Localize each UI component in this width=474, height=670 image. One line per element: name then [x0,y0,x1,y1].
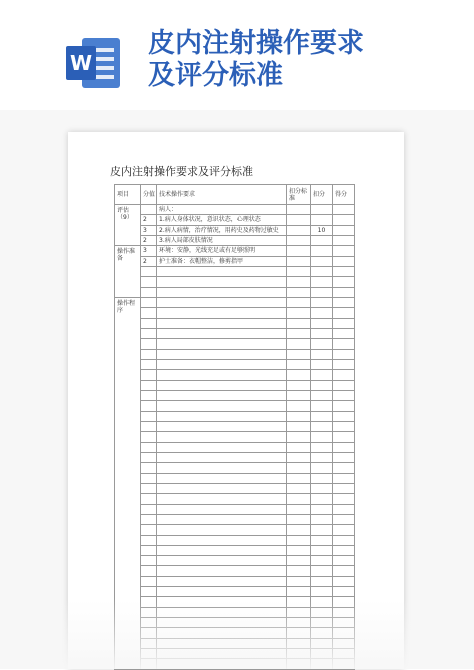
deducted-cell [311,246,333,256]
score-cell [333,266,355,276]
table-row [115,308,355,318]
deducted-cell [311,607,333,617]
deduction-cell [287,473,311,483]
deducted-cell [311,556,333,566]
table-row [115,421,355,431]
table-row [115,277,355,287]
score-cell [333,215,355,225]
score-cell [333,628,355,638]
deduction-cell [287,504,311,514]
requirement-cell [157,277,287,287]
points-cell [141,473,157,483]
table-row [115,638,355,648]
points-cell: 2 [141,235,157,245]
table-row [115,318,355,328]
deducted-cell [311,483,333,493]
score-cell [333,287,355,297]
score-cell [333,545,355,555]
points-cell [141,370,157,380]
requirement-cell [157,494,287,504]
requirement-cell: 2.病人病情，治疗情况，用药史及药物过敏史 [157,225,287,235]
table-row [115,628,355,638]
deducted-cell: 10 [311,225,333,235]
table-row [115,442,355,452]
requirement-cell [157,576,287,586]
requirement-cell [157,452,287,462]
requirement-cell [157,380,287,390]
deduction-cell [287,246,311,256]
deduction-cell [287,494,311,504]
table-row [115,514,355,524]
requirement-cell [157,638,287,648]
table-row [115,380,355,390]
score-cell [333,576,355,586]
table-row [115,618,355,628]
deducted-cell [311,576,333,586]
requirement-cell [157,587,287,597]
table-row [115,535,355,545]
table-row [115,205,355,215]
category-label: 操作准备 [117,248,136,263]
points-cell [141,556,157,566]
banner-title [148,28,448,92]
requirement-cell [157,535,287,545]
deduction-cell [287,215,311,225]
points-cell [141,525,157,535]
category-label: 评估 [117,207,130,214]
requirement-cell: 1.病人身体状况，意识状态，心理状态 [157,215,287,225]
deduction-cell [287,535,311,545]
score-cell [333,370,355,380]
deducted-cell [311,442,333,452]
requirement-cell: 病人： [157,205,287,215]
requirement-cell [157,266,287,276]
requirement-cell [157,649,287,659]
points-cell [141,287,157,297]
header-item: 项目 [115,185,141,205]
requirement-cell [157,308,287,318]
requirement-cell: 环境：安静，光线充足或有足够照明 [157,246,287,256]
score-cell [333,339,355,349]
requirement-cell [157,442,287,452]
deduction-cell [287,349,311,359]
requirement-cell [157,287,287,297]
score-cell [333,514,355,524]
table-row [115,576,355,586]
header-banner [0,0,474,110]
header-deducted: 扣分 [311,185,333,205]
deduction-cell [287,576,311,586]
deduction-cell [287,287,311,297]
requirement-cell [157,349,287,359]
requirement-cell [157,432,287,442]
points-cell [141,566,157,576]
requirement-cell: 3.病人局部皮肤情况 [157,235,287,245]
points-cell [141,205,157,215]
points-cell [141,597,157,607]
points-cell [141,618,157,628]
points-cell [141,308,157,318]
deduction-cell [287,256,311,266]
word-document-icon [62,32,124,94]
points-cell [141,545,157,555]
requirement-cell [157,659,287,669]
points-cell: 2 [141,256,157,266]
deduction-cell [287,649,311,659]
table-row [115,494,355,504]
score-cell [333,473,355,483]
deducted-cell [311,256,333,266]
deducted-cell [311,297,333,307]
score-cell [333,504,355,514]
deduction-cell [287,297,311,307]
deduction-cell [287,566,311,576]
table-row [115,463,355,473]
requirement-cell [157,504,287,514]
table-row [115,246,355,256]
deducted-cell [311,266,333,276]
requirement-cell [157,411,287,421]
requirement-cell [157,545,287,555]
deducted-cell [311,545,333,555]
score-cell [333,556,355,566]
deducted-cell [311,514,333,524]
deduction-cell [287,628,311,638]
requirement-cell [157,421,287,431]
table-row [115,597,355,607]
table-row [115,287,355,297]
deduction-cell [287,597,311,607]
banner-title-line2: 及评分标准 [148,60,283,91]
table-row [115,587,355,597]
deducted-cell [311,411,333,421]
score-cell [333,659,355,669]
score-cell [333,587,355,597]
deducted-cell [311,380,333,390]
points-cell [141,266,157,276]
points-cell [141,359,157,369]
score-cell [333,525,355,535]
score-cell [333,256,355,266]
deduction-cell [287,390,311,400]
points-cell [141,659,157,669]
points-cell [141,535,157,545]
deduction-cell [287,235,311,245]
deduction-cell [287,339,311,349]
score-cell [333,401,355,411]
points-cell [141,514,157,524]
points-cell [141,442,157,452]
points-cell [141,607,157,617]
score-cell [333,442,355,452]
table-row [115,649,355,659]
deducted-cell [311,638,333,648]
deducted-cell [311,535,333,545]
requirement-cell [157,525,287,535]
table-row [115,452,355,462]
requirement-cell [157,297,287,307]
table-row [115,556,355,566]
points-cell [141,328,157,338]
deducted-cell [311,359,333,369]
score-cell [333,328,355,338]
deducted-cell [311,370,333,380]
deduction-cell [287,556,311,566]
points-cell [141,297,157,307]
requirement-cell [157,607,287,617]
points-cell [141,638,157,648]
category-cell [115,205,141,246]
deduction-cell [287,266,311,276]
deducted-cell [311,349,333,359]
header-deduction: 扣分标准 [287,185,311,205]
table-row [115,432,355,442]
deducted-cell [311,504,333,514]
score-cell [333,235,355,245]
deducted-cell [311,401,333,411]
deduction-cell [287,411,311,421]
score-cell [333,463,355,473]
banner-title-line1: 皮内注射操作要求 [148,28,364,59]
requirement-cell [157,483,287,493]
deducted-cell [311,494,333,504]
points-cell: 3 [141,246,157,256]
points-cell [141,277,157,287]
deduction-cell [287,359,311,369]
score-cell [333,452,355,462]
deducted-cell [311,452,333,462]
score-cell [333,421,355,431]
requirement-cell [157,390,287,400]
table-row [115,235,355,245]
score-cell [333,411,355,421]
table-row [115,390,355,400]
deducted-cell [311,205,333,215]
table-row [115,525,355,535]
requirement-cell [157,401,287,411]
points-cell [141,649,157,659]
points-cell [141,390,157,400]
score-cell [333,483,355,493]
score-cell [333,246,355,256]
requirement-cell [157,359,287,369]
deducted-cell [311,318,333,328]
score-cell [333,494,355,504]
table-header-row [115,185,355,205]
deduction-cell [287,225,311,235]
table-row [115,225,355,235]
table-row [115,401,355,411]
requirement-cell [157,473,287,483]
deducted-cell [311,525,333,535]
points-cell [141,432,157,442]
points-cell: 3 [141,225,157,235]
table-row [115,566,355,576]
score-cell [333,649,355,659]
table-row [115,411,355,421]
points-cell [141,339,157,349]
table-row [115,483,355,493]
deduction-cell [287,432,311,442]
points-cell [141,318,157,328]
score-cell [333,566,355,576]
category-label: 操作程序 [117,299,136,314]
scoring-table [114,184,355,670]
table-row [115,545,355,555]
deducted-cell [311,566,333,576]
table-row [115,297,355,307]
table-row [115,659,355,669]
category-points: （9） [117,214,133,221]
requirement-cell [157,514,287,524]
category-cell [115,297,141,669]
deducted-cell [311,215,333,225]
deducted-cell [311,390,333,400]
table-row [115,256,355,266]
deduction-cell [287,483,311,493]
requirement-cell [157,328,287,338]
score-cell [333,205,355,215]
deduction-cell [287,463,311,473]
category-cell [115,246,141,298]
requirement-cell [157,318,287,328]
score-cell [333,225,355,235]
requirement-cell [157,618,287,628]
points-cell [141,452,157,462]
score-cell [333,349,355,359]
deduction-cell [287,607,311,617]
points-cell [141,483,157,493]
deducted-cell [311,587,333,597]
deducted-cell [311,473,333,483]
score-cell [333,607,355,617]
table-row [115,607,355,617]
table-row [115,266,355,276]
table-row [115,473,355,483]
svg-text:W: W [69,51,93,75]
header-points: 分值 [141,185,157,205]
deduction-cell [287,618,311,628]
score-cell [333,308,355,318]
table-row [115,370,355,380]
deduction-cell [287,587,311,597]
deducted-cell [311,649,333,659]
points-cell [141,380,157,390]
deducted-cell [311,308,333,318]
deducted-cell [311,463,333,473]
deduction-cell [287,442,311,452]
points-cell [141,349,157,359]
deduction-cell [287,205,311,215]
table-row [115,328,355,338]
requirement-cell [157,339,287,349]
deduction-cell [287,401,311,411]
score-cell [333,297,355,307]
deducted-cell [311,328,333,338]
score-cell [333,432,355,442]
table-row [115,215,355,225]
deduction-cell [287,308,311,318]
deducted-cell [311,421,333,431]
requirement-cell [157,463,287,473]
deduction-cell [287,328,311,338]
deduction-cell [287,380,311,390]
requirement-cell [157,628,287,638]
points-cell [141,411,157,421]
deduction-cell [287,452,311,462]
table-row [115,349,355,359]
deduction-cell [287,638,311,648]
table-row [115,504,355,514]
deduction-cell [287,277,311,287]
points-cell [141,401,157,411]
deduction-cell [287,370,311,380]
deduction-cell [287,421,311,431]
deduction-cell [287,514,311,524]
score-cell [333,638,355,648]
points-cell [141,628,157,638]
document-title: 皮内注射操作要求及评分标准 [110,165,253,178]
deducted-cell [311,659,333,669]
header-score: 得分 [333,185,355,205]
points-cell [141,494,157,504]
deducted-cell [311,432,333,442]
score-cell [333,380,355,390]
points-cell [141,463,157,473]
points-cell [141,421,157,431]
points-cell: 2 [141,215,157,225]
score-cell [333,618,355,628]
points-cell [141,587,157,597]
table-row [115,359,355,369]
score-cell [333,277,355,287]
requirement-cell [157,597,287,607]
score-cell [333,597,355,607]
requirement-cell [157,556,287,566]
requirement-cell: 护士准备：衣帽整洁，修剪指甲 [157,256,287,266]
deducted-cell [311,597,333,607]
points-cell [141,504,157,514]
score-cell [333,359,355,369]
deduction-cell [287,318,311,328]
document-page [68,132,404,669]
requirement-cell [157,370,287,380]
deducted-cell [311,235,333,245]
deducted-cell [311,339,333,349]
deducted-cell [311,277,333,287]
deducted-cell [311,628,333,638]
deducted-cell [311,618,333,628]
deduction-cell [287,659,311,669]
score-cell [333,535,355,545]
table-row [115,339,355,349]
requirement-cell [157,566,287,576]
score-cell [333,390,355,400]
points-cell [141,576,157,586]
deduction-cell [287,525,311,535]
deducted-cell [311,287,333,297]
header-requirements: 技术操作要求 [157,185,287,205]
deduction-cell [287,545,311,555]
score-cell [333,318,355,328]
